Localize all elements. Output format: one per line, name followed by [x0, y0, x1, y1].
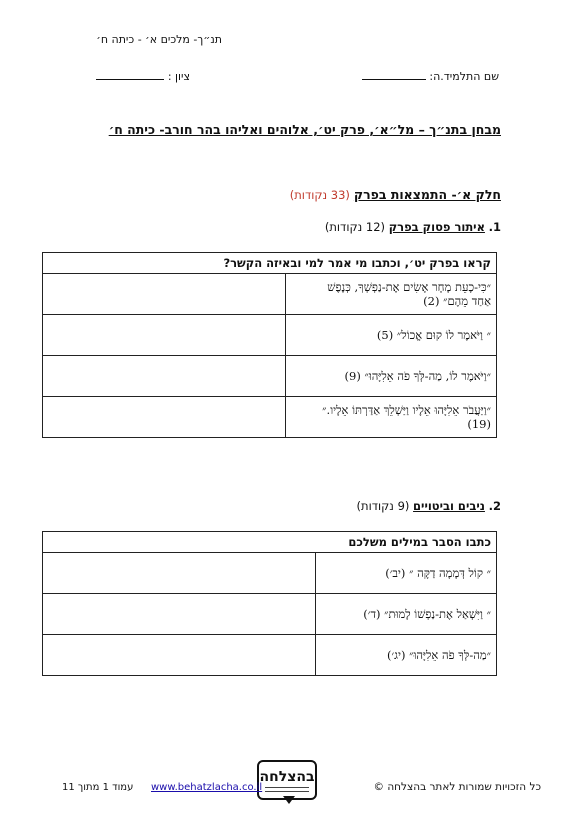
page-title: מבחן בתנ״ך – מל״א׳, פרק יט׳, אלוהים ואליהו בהר חורב- כיתה ח׳	[108, 122, 501, 137]
q2-header-row	[43, 532, 497, 553]
q1-points: (12 נקודות)	[324, 220, 386, 234]
q1-number: 1.	[488, 220, 501, 234]
quote-text: אַחַד מֵהֶם״ (2)	[423, 294, 491, 308]
table-row	[43, 315, 497, 356]
answer-cell[interactable]	[43, 553, 316, 594]
q2-points: (9 נקודות)	[356, 499, 410, 513]
footer-page-number: עמוד 1 מתוך 11	[62, 782, 134, 793]
q2-title: ניבים וביטויים	[413, 499, 485, 513]
q2-table	[42, 531, 497, 676]
grade-label: ציון :	[167, 70, 190, 83]
quote-text: ״כִּי-כָעֵת מָחָר אָשִׂים אֶת-נַפְשְׁךָ, כְּנֶפֶשׁ	[327, 280, 491, 294]
answer-cell[interactable]	[43, 594, 316, 635]
table-row	[43, 635, 497, 676]
expression-cell: ״ קוֹל דְּמָמָה דַקָּה ״ (יב׳)	[316, 553, 497, 594]
footer-copyright: כל הזכויות שמורות לאתר בהצלחה ©	[373, 781, 541, 793]
answer-cell[interactable]	[43, 397, 286, 438]
table-row	[43, 594, 497, 635]
course-header: תנ״ך- מלכים א׳ - כיתה ח׳	[96, 33, 222, 46]
expression-cell: ״ וַיִּשְׁאַל אֶת-נַפְשׁוֹ לָמוּת״ (ד׳)	[316, 594, 497, 635]
q2-number: 2.	[488, 499, 501, 513]
part-a-heading	[290, 187, 501, 202]
student-name-label: שם התלמיד.ה:	[429, 70, 499, 83]
part-a-points: (33 נקודות)	[289, 188, 350, 202]
quote-text: ״ וַיֹּאמֶר לוֹ קוּם אֱכוֹל״ (5)	[376, 328, 491, 342]
site-logo[interactable]	[257, 760, 317, 800]
table-row	[43, 553, 497, 594]
grade-field[interactable]	[96, 69, 190, 83]
q1-heading	[325, 220, 501, 234]
quote-cell	[286, 356, 497, 397]
part-a-label: חלק א׳- התמצאות בפרק	[353, 187, 501, 202]
quote-text: (19)	[467, 417, 491, 431]
quote-cell	[286, 397, 497, 438]
q2-instruction: כתבו הסבר במילים משלכם	[43, 532, 497, 553]
q1-instruction: קראו בפרק יט׳, וכתבו מי אמר למי ובאיזה הקשר?	[43, 253, 497, 274]
q2-heading	[357, 499, 501, 513]
quote-text: ״וַיַּעֲבֹר אֵלִיָּהוּ אֵלָיו וַיַּשְׁלֵךְ אַדַּרְתּוֹ אֵלָיו.״	[322, 403, 491, 417]
table-row	[43, 397, 497, 438]
logo-tail	[283, 796, 295, 804]
quote-cell	[286, 274, 497, 315]
q1-title: איתור פסוק בפרק	[388, 220, 485, 234]
student-name-line	[362, 69, 426, 80]
student-name-field[interactable]	[362, 69, 499, 83]
answer-cell[interactable]	[43, 274, 286, 315]
q1-table	[42, 252, 497, 438]
answer-cell[interactable]	[43, 315, 286, 356]
quote-cell	[286, 315, 497, 356]
answer-cell[interactable]	[43, 635, 316, 676]
logo-underline	[265, 787, 309, 792]
answer-cell[interactable]	[43, 356, 286, 397]
table-row	[43, 274, 497, 315]
table-row	[43, 356, 497, 397]
expression-cell: ״מַה-לְּךָ פֹה אֵלִיָּהוּ״ (יג׳)	[316, 635, 497, 676]
quote-text: ״וַיֹּאמֶר לוֹ, מַה-לְּךָ פֹה אֵלִיָּהוּ״ (9)	[344, 369, 491, 383]
logo-text: בהצלחה	[259, 768, 315, 785]
q1-header-row	[43, 253, 497, 274]
footer-url-link[interactable]: www.behatzlacha.co.il	[151, 782, 263, 793]
grade-line	[96, 69, 164, 80]
